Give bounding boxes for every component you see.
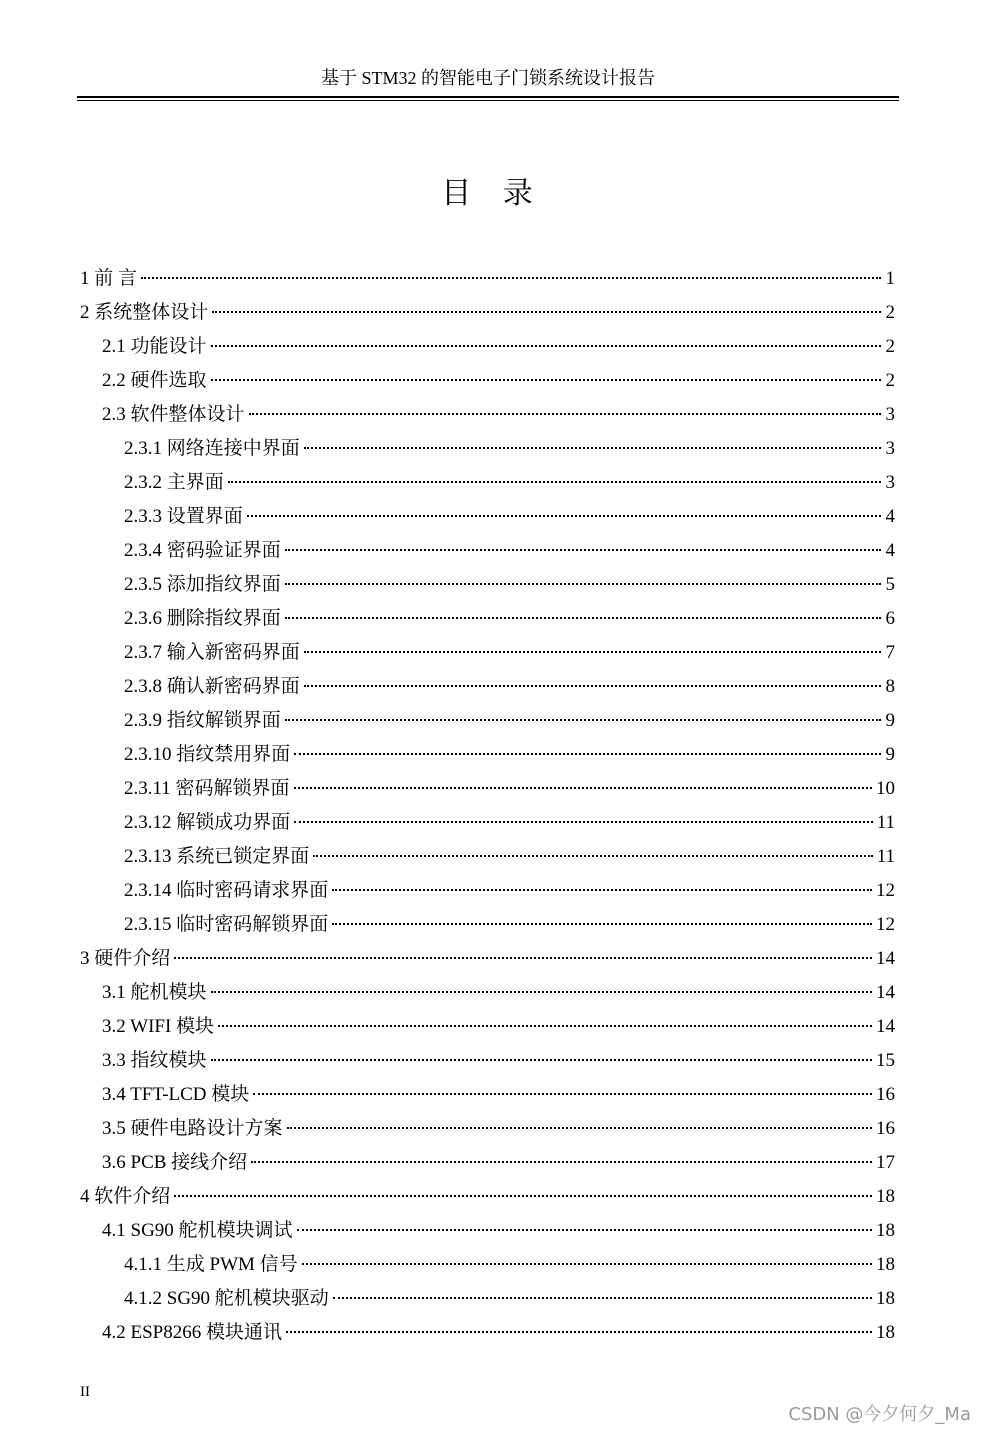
toc-entry[interactable] (80, 704, 895, 738)
toc-entry[interactable] (80, 1282, 895, 1316)
toc-entry[interactable] (80, 262, 895, 296)
watermark: CSDN @今夕何夕_Ma (788, 1404, 971, 1425)
toc-entry-label: 2.3.7 输入新密码界面 (124, 642, 300, 663)
toc-entry-label: 2.1 功能设计 (102, 336, 207, 357)
toc-leader-dots (313, 855, 872, 857)
toc-entry-label: 3.1 舵机模块 (102, 982, 207, 1003)
toc-entry[interactable] (80, 908, 895, 942)
toc-leader-dots (287, 1127, 872, 1129)
toc-leader-dots (304, 447, 881, 449)
toc-leader-dots (285, 617, 881, 619)
toc-entry-page: 8 (885, 676, 895, 697)
toc-entry-page: 4 (885, 506, 895, 527)
toc-entry-label: 2.3.14 临时密码请求界面 (124, 880, 329, 901)
toc-entry-label: 2.3.1 网络连接中界面 (124, 438, 300, 459)
toc-entry-page: 14 (876, 948, 895, 969)
toc-entry[interactable] (80, 1180, 895, 1214)
toc-entry-label: 2.3.5 添加指纹界面 (124, 574, 281, 595)
toc-entry-page: 18 (876, 1288, 895, 1309)
toc-entry-label: 2.3.4 密码验证界面 (124, 540, 281, 561)
page-title: 目 录 (441, 177, 545, 210)
toc-entry[interactable] (80, 1248, 895, 1282)
toc-leader-dots (333, 1297, 872, 1299)
header-rule-thick (77, 96, 899, 98)
toc-entry-label: 2.3.10 指纹禁用界面 (124, 744, 291, 765)
toc-leader-dots (332, 889, 872, 891)
toc-entry-label: 2.3.2 主界面 (124, 472, 224, 493)
toc-leader-dots (332, 923, 872, 925)
toc-entry-label: 2.3.12 解锁成功界面 (124, 812, 291, 833)
toc-entry-label: 4.1.1 生成 PWM 信号 (124, 1254, 298, 1275)
toc-entry[interactable] (80, 568, 895, 602)
toc-entry-label: 2.3.13 系统已锁定界面 (124, 846, 310, 867)
toc-entry-page: 3 (885, 472, 895, 493)
toc-leader-dots (174, 1195, 872, 1197)
toc-leader-dots (251, 1161, 872, 1163)
toc-leader-dots (285, 583, 881, 585)
toc-leader-dots (228, 481, 881, 483)
toc-leader-dots (304, 685, 881, 687)
toc-entry-label: 2.3.11 密码解锁界面 (124, 778, 290, 799)
toc-entry-label: 1 前 言 (80, 268, 138, 289)
toc-leader-dots (247, 515, 881, 517)
toc-leader-dots (285, 549, 881, 551)
toc-entry-label: 3.2 WIFI 模块 (102, 1016, 215, 1037)
toc-leader-dots (249, 413, 881, 415)
toc-entry[interactable] (80, 840, 895, 874)
toc-entry-label: 2.3.3 设置界面 (124, 506, 243, 527)
toc-entry-label: 2.3.6 删除指纹界面 (124, 608, 281, 629)
toc-entry-label: 2.3.9 指纹解锁界面 (124, 710, 281, 731)
toc-entry[interactable] (80, 398, 895, 432)
toc-entry-page: 5 (885, 574, 895, 595)
toc-entry[interactable] (80, 364, 895, 398)
toc-entry[interactable] (80, 1214, 895, 1248)
toc-entry[interactable] (80, 670, 895, 704)
toc-entry-page: 14 (876, 982, 895, 1003)
toc-leader-dots (211, 345, 881, 347)
toc-leader-dots (218, 1025, 872, 1027)
toc-leader-dots (174, 957, 872, 959)
toc-entry[interactable] (80, 534, 895, 568)
toc-entry-page: 7 (885, 642, 895, 663)
toc-entry-page: 16 (876, 1084, 895, 1105)
toc-entry[interactable] (80, 738, 895, 772)
toc-entry[interactable] (80, 874, 895, 908)
toc-entry-page: 14 (876, 1016, 895, 1037)
toc-entry-label: 2.3 软件整体设计 (102, 404, 245, 425)
toc-leader-dots (294, 787, 872, 789)
toc-entry-label: 3.6 PCB 接线介绍 (102, 1152, 248, 1173)
toc-entry-page: 2 (885, 370, 895, 391)
toc-entry[interactable] (80, 296, 895, 330)
toc-entry[interactable] (80, 1078, 895, 1112)
toc-entry-label: 3.3 指纹模块 (102, 1050, 207, 1071)
toc-entry-label: 2 系统整体设计 (80, 302, 209, 323)
toc-entry-page: 18 (876, 1254, 895, 1275)
toc-entry-page: 4 (885, 540, 895, 561)
toc-leader-dots (302, 1263, 872, 1265)
toc-leader-dots (294, 753, 881, 755)
toc-leader-dots (304, 651, 881, 653)
toc-entry[interactable] (80, 1044, 895, 1078)
toc-leader-dots (285, 719, 881, 721)
toc-entry-label: 3 硬件介绍 (80, 948, 171, 969)
toc-entry[interactable] (80, 432, 895, 466)
toc-entry[interactable] (80, 1010, 895, 1044)
toc-entry-page: 9 (885, 710, 895, 731)
toc-entry-label: 4.1 SG90 舵机模块调试 (102, 1220, 293, 1241)
toc-entry[interactable] (80, 466, 895, 500)
toc-entry-label: 2.3.8 确认新密码界面 (124, 676, 300, 697)
toc-entry[interactable] (80, 330, 895, 364)
toc-entry[interactable] (80, 1112, 895, 1146)
header-rule-thin (77, 100, 899, 101)
toc-entry-page: 2 (885, 302, 895, 323)
toc-entry-page: 11 (876, 846, 895, 867)
toc-entry-page: 10 (876, 778, 895, 799)
toc-entry-label: 2.3.15 临时密码解锁界面 (124, 914, 329, 935)
toc-leader-dots (211, 379, 881, 381)
toc-entry-page: 18 (876, 1186, 895, 1207)
toc-leader-dots (211, 1059, 872, 1061)
running-header: 基于 STM32 的智能电子门锁系统设计报告 (320, 68, 655, 88)
toc-entry-label: 2.2 硬件选取 (102, 370, 207, 391)
toc-entry[interactable] (80, 806, 895, 840)
toc-entry-page: 6 (885, 608, 895, 629)
toc-leader-dots (286, 1331, 872, 1333)
toc-entry-page: 12 (876, 914, 895, 935)
toc-entry-label: 3.4 TFT-LCD 模块 (102, 1084, 250, 1105)
toc-entry-page: 18 (876, 1220, 895, 1241)
toc-entry-page: 2 (885, 336, 895, 357)
toc-entry[interactable] (80, 636, 895, 670)
page-number: II (80, 1384, 90, 1400)
toc-entry-page: 12 (876, 880, 895, 901)
toc-entry[interactable] (80, 500, 895, 534)
toc-leader-dots (212, 311, 881, 313)
toc-entry-page: 3 (885, 438, 895, 459)
toc-entry-label: 4.2 ESP8266 模块通讯 (102, 1322, 282, 1343)
toc-entry[interactable] (80, 976, 895, 1010)
toc-entry[interactable] (80, 942, 895, 976)
toc-entry-label: 4.1.2 SG90 舵机模块驱动 (124, 1288, 329, 1309)
toc-entry-page: 16 (876, 1118, 895, 1139)
toc-entry[interactable] (80, 1316, 895, 1350)
toc-leader-dots (294, 821, 872, 823)
toc-leader-dots (297, 1229, 872, 1231)
toc-entry[interactable] (80, 1146, 895, 1180)
table-of-contents (80, 262, 895, 1350)
toc-entry-page: 9 (885, 744, 895, 765)
toc-entry-page: 15 (876, 1050, 895, 1071)
toc-entry-page: 1 (885, 268, 895, 289)
toc-leader-dots (211, 991, 872, 993)
toc-entry-page: 3 (885, 404, 895, 425)
toc-entry-page: 11 (876, 812, 895, 833)
toc-entry-label: 4 软件介绍 (80, 1186, 171, 1207)
toc-entry-label: 3.5 硬件电路设计方案 (102, 1118, 283, 1139)
toc-entry[interactable] (80, 602, 895, 636)
toc-entry-page: 18 (876, 1322, 895, 1343)
toc-entry-page: 17 (876, 1152, 895, 1173)
toc-leader-dots (141, 277, 881, 279)
toc-leader-dots (253, 1093, 872, 1095)
toc-entry[interactable] (80, 772, 895, 806)
